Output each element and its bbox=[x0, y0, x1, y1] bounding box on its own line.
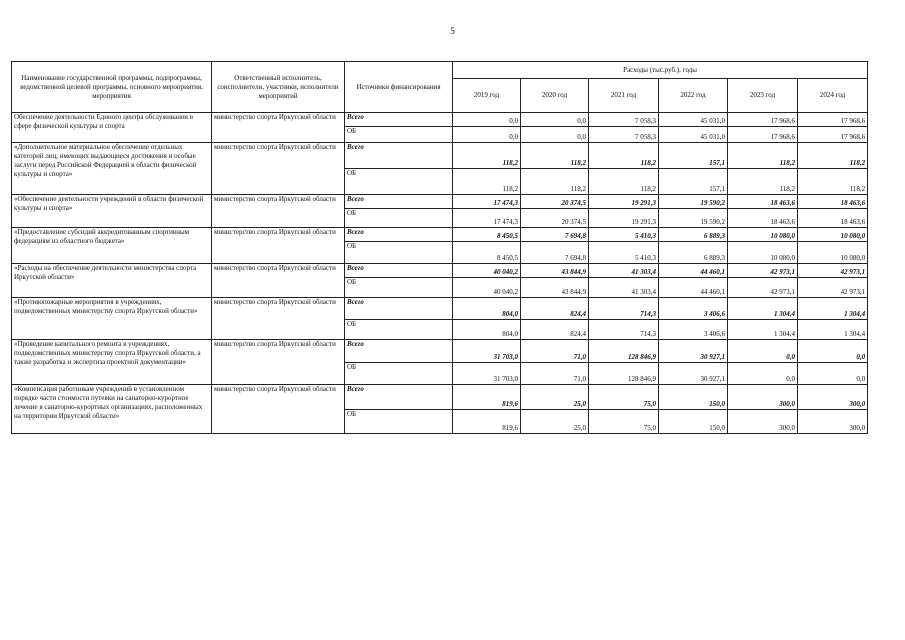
ob-value: 0,0 bbox=[728, 363, 798, 385]
total-value: 71,0 bbox=[521, 340, 589, 363]
total-value: 118,2 bbox=[589, 143, 659, 169]
total-value: 10 080,0 bbox=[728, 228, 798, 242]
ob-value: 25,0 bbox=[521, 410, 589, 434]
total-value: 43 844,9 bbox=[521, 264, 589, 278]
ob-value: 6 889,3 bbox=[659, 242, 728, 264]
ob-value: 824,4 bbox=[521, 320, 589, 340]
row-responsible: министерство спорта Иркутской области bbox=[212, 228, 345, 264]
ob-value: 300,0 bbox=[798, 410, 868, 434]
header-year-2019: 2019 год bbox=[453, 79, 521, 113]
ob-value: 118,2 bbox=[453, 169, 521, 195]
total-value: 0,0 bbox=[798, 340, 868, 363]
total-value: 42 973,1 bbox=[728, 264, 798, 278]
ob-value: 3 406,6 bbox=[659, 320, 728, 340]
total-value: 10 080,0 bbox=[798, 228, 868, 242]
source-total-label: Всего bbox=[345, 340, 453, 363]
table-row bbox=[12, 340, 868, 363]
ob-value: 0,0 bbox=[798, 363, 868, 385]
ob-value: 10 080,0 bbox=[798, 242, 868, 264]
ob-value: 118,2 bbox=[521, 169, 589, 195]
total-value: 819,6 bbox=[453, 385, 521, 410]
ob-value: 17 968,6 bbox=[798, 127, 868, 143]
total-value: 1 304,4 bbox=[798, 298, 868, 320]
ob-value: 300,0 bbox=[728, 410, 798, 434]
row-responsible: министерство спорта Иркутской области bbox=[212, 298, 345, 340]
ob-value: 45 031,0 bbox=[659, 127, 728, 143]
total-value: 30 927,1 bbox=[659, 340, 728, 363]
ob-value: 43 844,9 bbox=[521, 278, 589, 298]
row-name: «Противопожарные мероприятия в учреждениях, подведомственных министерству спорта Иркутской области» bbox=[12, 298, 212, 340]
table-row bbox=[12, 298, 868, 320]
source-total-label: Всего bbox=[345, 113, 453, 127]
total-value: 300,0 bbox=[728, 385, 798, 410]
source-ob-label: ОБ bbox=[345, 169, 453, 195]
total-value: 300,0 bbox=[798, 385, 868, 410]
ob-value: 118,2 bbox=[589, 169, 659, 195]
ob-value: 17 968,6 bbox=[728, 127, 798, 143]
total-value: 118,2 bbox=[728, 143, 798, 169]
row-responsible: министерство спорта Иркутской области bbox=[212, 340, 345, 385]
total-value: 0,0 bbox=[453, 113, 521, 127]
source-total-label: Всего bbox=[345, 195, 453, 209]
ob-value: 19 291,3 bbox=[589, 209, 659, 228]
row-responsible: министерство спорта Иркутской области bbox=[212, 264, 345, 298]
ob-value: 19 590,2 bbox=[659, 209, 728, 228]
row-name: «Расходы на обеспечение деятельности министерства спорта Иркутской области» bbox=[12, 264, 212, 298]
total-value: 45 031,0 bbox=[659, 113, 728, 127]
total-value: 6 889,3 bbox=[659, 228, 728, 242]
ob-value: 118,2 bbox=[728, 169, 798, 195]
ob-value: 804,0 bbox=[453, 320, 521, 340]
ob-value: 714,3 bbox=[589, 320, 659, 340]
ob-value: 7 694,8 bbox=[521, 242, 589, 264]
ob-value: 118,2 bbox=[798, 169, 868, 195]
table-row bbox=[12, 228, 868, 242]
ob-value: 7 058,3 bbox=[589, 127, 659, 143]
header-responsible: Ответственный исполнитель, соисполнители, участники, исполнители мероприятий bbox=[212, 62, 345, 113]
total-value: 0,0 bbox=[521, 113, 589, 127]
source-ob-label: ОБ bbox=[345, 410, 453, 434]
total-value: 75,0 bbox=[589, 385, 659, 410]
total-value: 17 968,6 bbox=[798, 113, 868, 127]
source-ob-label: ОБ bbox=[345, 320, 453, 340]
source-total-label: Всего bbox=[345, 385, 453, 410]
ob-value: 10 080,0 bbox=[728, 242, 798, 264]
source-ob-label: ОБ bbox=[345, 363, 453, 385]
ob-value: 17 474,3 bbox=[453, 209, 521, 228]
header-year-2021: 2021 год bbox=[589, 79, 659, 113]
total-value: 7 694,8 bbox=[521, 228, 589, 242]
total-value: 1 304,4 bbox=[728, 298, 798, 320]
total-value: 8 450,5 bbox=[453, 228, 521, 242]
ob-value: 42 973,1 bbox=[798, 278, 868, 298]
total-value: 20 374,5 bbox=[521, 195, 589, 209]
total-value: 118,2 bbox=[521, 143, 589, 169]
header-year-2020: 2020 год bbox=[521, 79, 589, 113]
source-total-label: Всего bbox=[345, 143, 453, 169]
ob-value: 8 450,5 bbox=[453, 242, 521, 264]
row-responsible: министерство спорта Иркутской области bbox=[212, 113, 345, 143]
row-name: «Компенсация работникам учреждений в установленном порядке части стоимости путевки на санаторно-курортное лечение в санаторно-курортных организациях, расположенных на территории Иркутской области» bbox=[12, 385, 212, 434]
total-value: 19 291,3 bbox=[589, 195, 659, 209]
total-value: 41 303,4 bbox=[589, 264, 659, 278]
total-value: 714,3 bbox=[589, 298, 659, 320]
row-name: «Предоставление субсидий аккредитованным спортивным федерациям из областного бюджета» bbox=[12, 228, 212, 264]
ob-value: 42 973,1 bbox=[728, 278, 798, 298]
table-row bbox=[12, 385, 868, 410]
total-value: 25,0 bbox=[521, 385, 589, 410]
ob-value: 150,0 bbox=[659, 410, 728, 434]
ob-value: 5 410,3 bbox=[589, 242, 659, 264]
total-value: 5 410,3 bbox=[589, 228, 659, 242]
ob-value: 128 846,9 bbox=[589, 363, 659, 385]
row-name: «Проведение капитального ремонта в учреждениях, подведомственных министерству спорта Иркутской области, а также разработка и экспертиза проектной документации» bbox=[12, 340, 212, 385]
total-value: 824,4 bbox=[521, 298, 589, 320]
table-row bbox=[12, 264, 868, 278]
total-value: 157,1 bbox=[659, 143, 728, 169]
total-value: 19 590,2 bbox=[659, 195, 728, 209]
total-value: 118,2 bbox=[798, 143, 868, 169]
ob-value: 40 040,2 bbox=[453, 278, 521, 298]
ob-value: 20 374,5 bbox=[521, 209, 589, 228]
source-ob-label: ОБ bbox=[345, 242, 453, 264]
total-value: 3 406,6 bbox=[659, 298, 728, 320]
source-total-label: Всего bbox=[345, 228, 453, 242]
total-value: 7 058,3 bbox=[589, 113, 659, 127]
total-value: 150,0 bbox=[659, 385, 728, 410]
row-name: Обеспечение деятельности Единого центра обслуживания в сфере физической культуры и спорта bbox=[12, 113, 212, 143]
total-value: 42 973,1 bbox=[798, 264, 868, 278]
ob-value: 41 303,4 bbox=[589, 278, 659, 298]
total-value: 128 846,9 bbox=[589, 340, 659, 363]
ob-value: 819,6 bbox=[453, 410, 521, 434]
budget-table bbox=[11, 61, 868, 434]
source-ob-label: ОБ bbox=[345, 127, 453, 143]
total-value: 40 040,2 bbox=[453, 264, 521, 278]
ob-value: 0,0 bbox=[453, 127, 521, 143]
row-name: «Дополнительное материальное обеспечение отдельных категорий лиц, имеющих выдающиеся достижения и особые заслуги перед Российской Федерацией в области физической культуры и спорта» bbox=[12, 143, 212, 195]
ob-value: 157,1 bbox=[659, 169, 728, 195]
total-value: 17 474,3 bbox=[453, 195, 521, 209]
ob-value: 30 927,1 bbox=[659, 363, 728, 385]
total-value: 31 703,0 bbox=[453, 340, 521, 363]
ob-value: 0,0 bbox=[521, 127, 589, 143]
ob-value: 71,0 bbox=[521, 363, 589, 385]
source-total-label: Всего bbox=[345, 264, 453, 278]
row-responsible: министерство спорта Иркутской области bbox=[212, 385, 345, 434]
source-ob-label: ОБ bbox=[345, 278, 453, 298]
page-number: 5 bbox=[450, 26, 455, 36]
total-value: 17 968,6 bbox=[728, 113, 798, 127]
total-value: 18 463,6 bbox=[728, 195, 798, 209]
table-row bbox=[12, 113, 868, 127]
ob-value: 18 463,6 bbox=[798, 209, 868, 228]
header-name: Наименование государственной программы, подпрограммы, ведомственной целевой программы, основного мероприятия, мероприятия bbox=[12, 62, 212, 113]
total-value: 18 463,6 bbox=[798, 195, 868, 209]
source-ob-label: ОБ bbox=[345, 209, 453, 228]
header-year-2023: 2023 год bbox=[728, 79, 798, 113]
table-body bbox=[12, 113, 868, 434]
ob-value: 44 460,1 bbox=[659, 278, 728, 298]
ob-value: 75,0 bbox=[589, 410, 659, 434]
row-name: «Обеспечение деятельности учреждений в области физической культуры и спорта» bbox=[12, 195, 212, 228]
header-source: Источники финансирования bbox=[345, 62, 453, 113]
table-row bbox=[12, 195, 868, 209]
ob-value: 18 463,6 bbox=[728, 209, 798, 228]
ob-value: 1 304,4 bbox=[728, 320, 798, 340]
row-responsible: министерство спорта Иркутской области bbox=[212, 143, 345, 195]
table-row bbox=[12, 143, 868, 169]
header-year-2024: 2024 год bbox=[798, 79, 868, 113]
total-value: 804,0 bbox=[453, 298, 521, 320]
source-total-label: Всего bbox=[345, 298, 453, 320]
total-value: 118,2 bbox=[453, 143, 521, 169]
total-value: 0,0 bbox=[728, 340, 798, 363]
ob-value: 31 703,0 bbox=[453, 363, 521, 385]
total-value: 44 460,1 bbox=[659, 264, 728, 278]
row-responsible: министерство спорта Иркутской области bbox=[212, 195, 345, 228]
ob-value: 1 304,4 bbox=[798, 320, 868, 340]
header-year-2022: 2022 год bbox=[659, 79, 728, 113]
header-expenses: Расходы (тыс.руб.), годы bbox=[453, 62, 868, 79]
